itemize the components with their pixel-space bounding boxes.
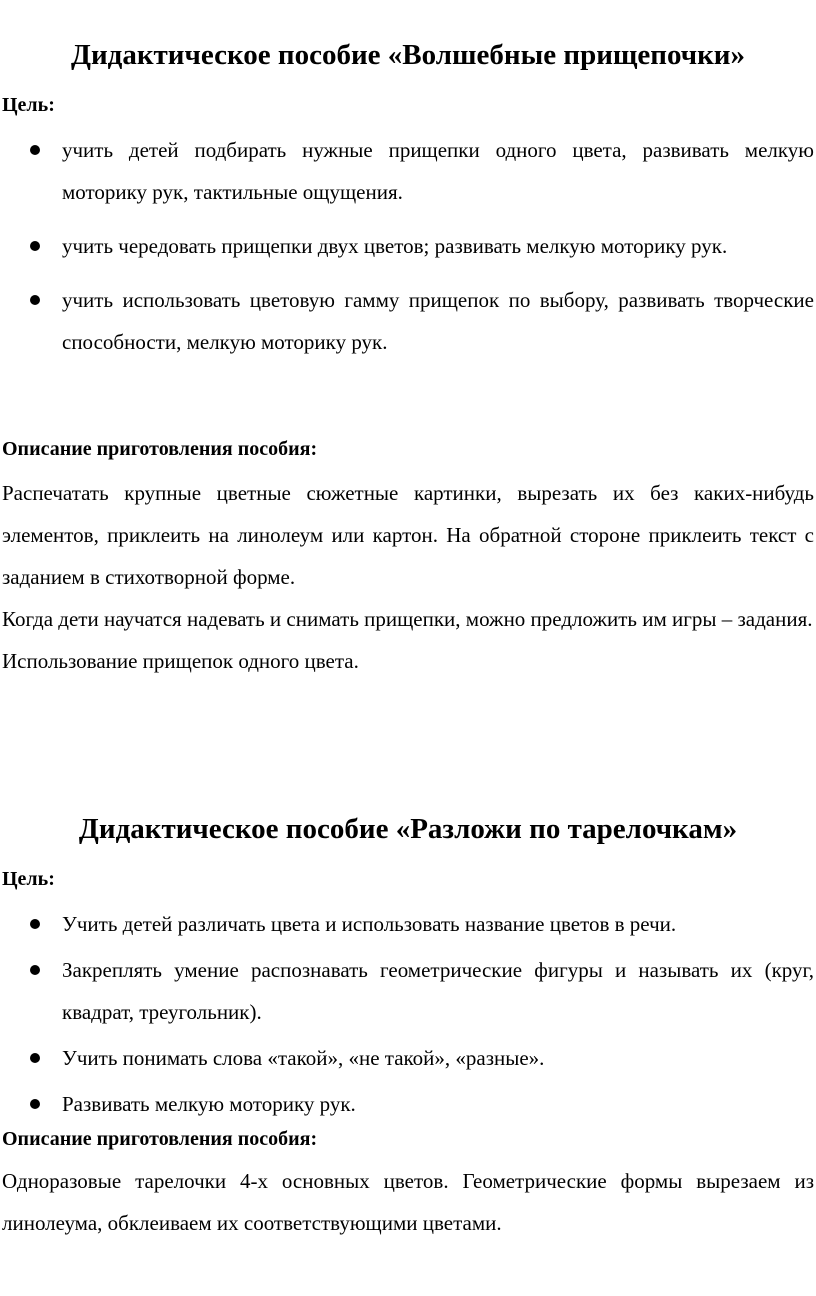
description-label: Описание приготовления пособия: bbox=[2, 438, 318, 460]
list-item bbox=[0, 903, 816, 945]
goal-text: Развивать мелкую моторику рук. bbox=[62, 1092, 356, 1116]
bullet-icon bbox=[30, 1099, 40, 1109]
list-item bbox=[0, 1037, 816, 1079]
goal-list bbox=[0, 129, 816, 363]
goal-list bbox=[0, 903, 816, 1125]
list-item bbox=[0, 129, 816, 213]
paragraph: Одноразовые тарелочки 4-х основных цветов. Геометрические формы вырезаем из линолеума, обклеиваем их соответствующими цветами. bbox=[2, 1169, 814, 1235]
list-item bbox=[0, 949, 816, 1033]
paragraph: Распечатать крупные цветные сюжетные картинки, вырезать их без каких-нибудь элементов, приклеить на линолеум или картон. На обратной стороне приклеить текст с заданием в стихотворной форме. bbox=[2, 481, 814, 589]
description-label: Описание приготовления пособия: bbox=[2, 1128, 318, 1150]
list-item bbox=[0, 1083, 816, 1125]
bullet-icon bbox=[30, 145, 40, 155]
bullet-icon bbox=[30, 919, 40, 929]
goal-text: учить детей подбирать нужные прищепки одного цвета, развивать мелкую моторику рук, тактильные ощущения. bbox=[62, 138, 814, 204]
section-title: Дидактическое пособие «Волшебные прищепочки» bbox=[71, 39, 745, 71]
list-item bbox=[0, 279, 816, 363]
goal-text: учить использовать цветовую гамму прищепок по выбору, развивать творческие способности, мелкую моторику рук. bbox=[62, 288, 814, 354]
bullet-icon bbox=[30, 295, 40, 305]
paragraph: Когда дети научатся надевать и снимать прищепки, можно предложить им игры – задания. bbox=[2, 607, 813, 631]
bullet-icon bbox=[30, 241, 40, 251]
goal-label: Цель: bbox=[2, 94, 55, 116]
goal-text: Закреплять умение распознавать геометрические фигуры и называть их (круг, квадрат, треугольник). bbox=[62, 958, 814, 1024]
bullet-icon bbox=[30, 965, 40, 975]
description-body bbox=[0, 472, 816, 682]
description-body bbox=[0, 1160, 816, 1244]
goal-text: Учить понимать слова «такой», «не такой», «разные». bbox=[62, 1046, 545, 1070]
paragraph: Использование прищепок одного цвета. bbox=[2, 649, 359, 673]
section-title: Дидактическое пособие «Разложи по тарелочкам» bbox=[78, 813, 738, 845]
bullet-icon bbox=[30, 1053, 40, 1063]
goal-text: учить чередовать прищепки двух цветов; развивать мелкую моторику рук. bbox=[62, 234, 728, 258]
goal-label: Цель: bbox=[2, 868, 55, 890]
goal-text: Учить детей различать цвета и использовать название цветов в речи. bbox=[62, 912, 677, 936]
list-item bbox=[0, 225, 816, 267]
